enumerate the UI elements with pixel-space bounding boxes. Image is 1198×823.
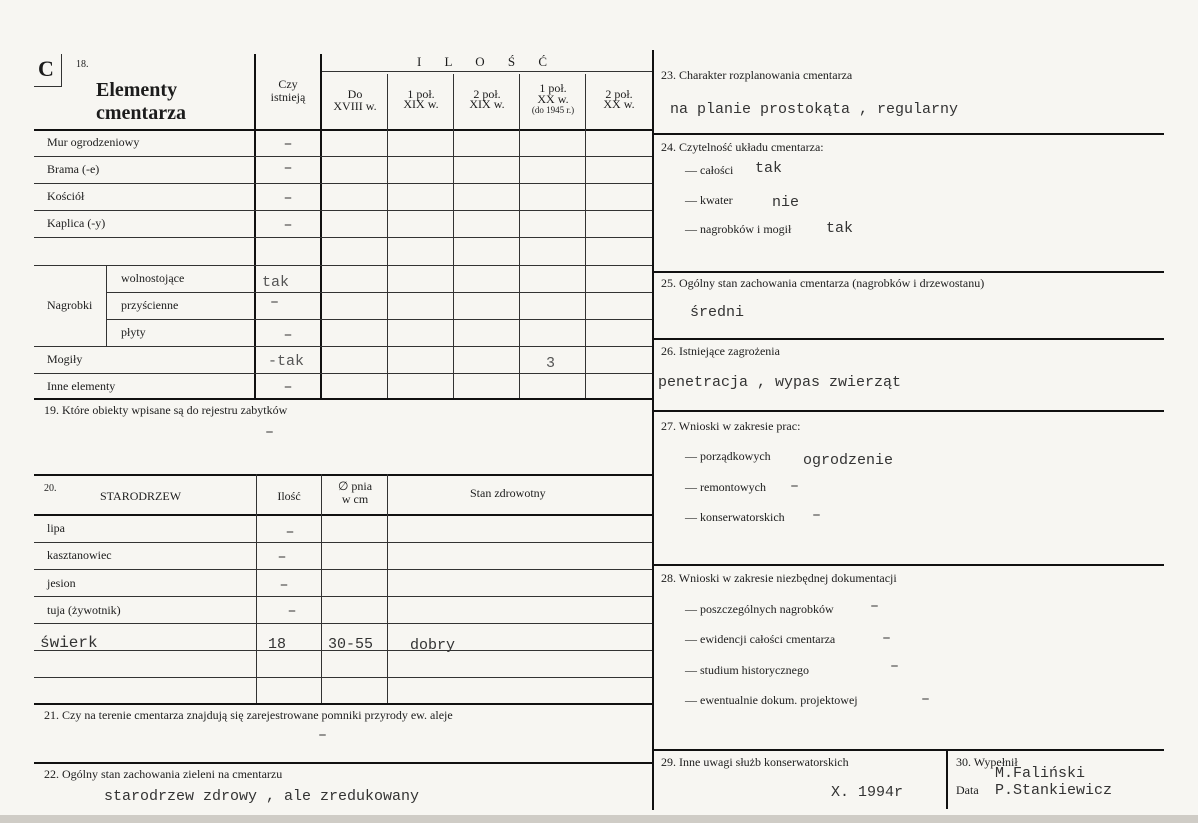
row-exists-kosciol: – [283,190,293,207]
s18-col-divider-4 [585,74,586,398]
s21-value: – [318,727,328,744]
s20-bottom-rule [34,703,652,705]
s24-item-label-kwater: — kwater [685,193,733,207]
s27-item-value-konserwatorskich: – [812,507,822,524]
s19-value: – [265,424,275,441]
section-letter: C [38,56,54,81]
row-exists-inne: – [283,379,293,396]
tree-qty-swierk: 18 [268,636,287,653]
s23-bottom-rule [654,133,1164,135]
tree-qty-jesion: – [279,577,289,594]
row-label-wolnostojace: wolnostojące [121,271,185,285]
s18-col-divider-1 [387,74,388,398]
s18-number: 18. [76,59,89,70]
s28-label: 28. Wnioski w zakresie niezbędnej dokumentacji [661,571,897,585]
tree-diameter-swierk: 30-55 [328,636,374,653]
col-header-2-line2: XIX w. [469,97,505,111]
s24-item-value-nagrobkow: tak [826,220,854,237]
row-rule [106,292,652,293]
s26-value: penetracja , wypas zwierząt [658,374,902,391]
s18-header-bottom-rule [34,129,652,131]
col-header-3-line2: XX w. [537,92,569,106]
row-rule [106,319,652,320]
s27-item-label-remontowych: — remontowych [685,480,766,494]
section-letter-divider [61,54,62,86]
row-exists-plyty: – [283,327,293,344]
tree-state-swierk: dobry [410,637,456,654]
s24-label: 24. Czytelność układu cmentarza: [661,140,824,154]
s20-head-state: Stan zdrowotny [470,486,546,500]
s27-item-value-remontowych: – [790,478,800,495]
s25-bottom-rule [654,338,1164,340]
row-label-mogily: Mogiły [47,352,83,366]
tree-qty-tuja: – [287,603,297,620]
col-header-3-line3: (do 1945 r.) [531,105,575,115]
s24-item-label-calosci: — całości [685,163,734,177]
s18-title-line2: cmentarza [96,102,186,124]
s21-bottom-rule [34,762,652,764]
s22-value: starodrzew zdrowy , ale zredukowany [104,788,420,805]
s20-head-name: STARODRZEW [100,489,182,503]
qty-header: I L O Ś Ć [416,54,558,69]
s20-col-divider-3 [387,474,388,704]
col-header-0-line1: Do [347,87,363,101]
row-label-nagrobki: Nagrobki [47,298,93,312]
row-exists-przyscienne: – [270,294,280,311]
row-exists-mogily: -tak [268,353,305,370]
row-rule [34,373,652,374]
row-label-przyscienne: przyścienne [121,298,179,312]
s26-label: 26. Istniejące zagrożenia [661,344,780,358]
row-rule [34,183,652,184]
s18-col-divider-2 [453,74,454,398]
s28-item-value-projektowej: – [921,691,931,708]
s22-label: 22. Ogólny stan zachowania zieleni na cmentarzu [44,767,283,781]
s27-label: 27. Wnioski w zakresie prac: [661,419,801,433]
s24-item-value-kwater: nie [772,194,800,211]
tree-name-jesion: jesion [47,576,76,590]
tree-qty-lipa: – [285,524,295,541]
row-label-kaplica: Kaplica (-y) [47,216,106,230]
row-exists-kaplica: – [283,217,293,234]
s27-item-value-porzadkowych: ogrodzenie [803,452,894,469]
s24-item-label-nagrobkow: — nagrobków i mogił [685,222,792,236]
s20-head-diameter-line1: ∅ pnia [337,479,373,493]
s27-bottom-rule [654,564,1164,566]
tree-name-tuja: tuja (żywotnik) [47,603,121,617]
s23-value: na planie prostokąta , regularny [670,101,959,118]
col-header-1-line2: XIX w. [403,97,439,111]
row-exists-mur: – [283,136,293,153]
s28-item-value-nagrobkow: – [870,598,880,615]
s30-filled-by: M.Faliński [995,765,1086,782]
s18-bottom-rule [34,398,652,400]
col-exists-line1: Czy [278,77,298,91]
s20-col-divider-2 [321,474,322,704]
s30-label: 30. Wypełnił [956,755,1018,769]
s20-row-rule [34,542,652,543]
s21-label: 21. Czy na terenie cmentarza znajdują się zarejestrowane pomniki przyrody ew. aleje [44,708,453,722]
page-center-divider [652,50,654,810]
row-rule [34,210,652,211]
s24-item-value-calosci: tak [755,160,783,177]
s24-bottom-rule [654,271,1164,273]
s28-item-value-studium: – [890,658,900,675]
s27-item-label-konserwatorskich: — konserwatorskich [685,510,785,524]
row-rule [34,265,652,266]
col-header-3-line1: 1 poł. [539,81,567,95]
s25-value: średni [690,304,745,321]
nagrobki-subdivider [106,266,107,347]
s20-head-diameter-line2: w cm [341,492,369,506]
col-header-4-line2: XX w. [603,97,635,111]
row-rule [34,346,652,347]
s20-number: 20. [44,483,57,494]
s25-label: 25. Ogólny stan zachowania cmentarza (nagrobków i drzewostanu) [661,276,985,290]
col-header-0-line2: XVIII w. [333,99,377,113]
s30-second-name: P.Stankiewicz [995,782,1113,799]
row-label-brama: Brama (-e) [47,162,100,176]
s18-col-divider-3 [519,74,520,398]
s20-head-qty: Ilość [277,489,301,503]
col-header-4-line1: 2 poł. [605,87,633,101]
col-exists-line2: istnieją [270,90,306,104]
s20-top-rule [34,474,652,476]
s19-label: 19. Które obiekty wpisane są do rejestru zabytków [44,403,288,417]
row-label-plyty: płyty [121,325,146,339]
row-exists-wolnostojace: tak [262,274,290,291]
s20-row-rule [34,623,652,624]
tree-name-swierk: świerk [40,634,98,652]
s29-label: 29. Inne uwagi służb konserwatorskich [661,755,849,769]
s29-value: X. 1994r [831,784,904,801]
row-label-inne: Inne elementy [47,379,116,393]
tree-name-lipa: lipa [47,521,65,535]
s27-item-label-porzadkowych: — porządkowych [685,449,771,463]
s29-s30-divider [946,751,948,809]
tree-name-kasztanowiec: kasztanowiec [47,548,112,562]
s28-item-label-projektowej: — ewentualnie dokum. projektowej [685,693,858,707]
col-header-1-line1: 1 poł. [407,87,435,101]
col-header-2-line1: 2 poł. [473,87,501,101]
tree-qty-kasztanowiec: – [277,549,287,566]
qty-header-rule [322,71,652,72]
row-rule [34,156,652,157]
s20-header-bottom-rule [34,514,652,516]
row-qty-mogily-1pol-xx: 3 [546,355,556,372]
s28-item-label-nagrobkow: — poszczególnych nagrobków [685,602,834,616]
s28-item-label-studium: — studium historycznego [685,663,809,677]
row-label-kosciol: Kościół [47,189,85,203]
s28-item-label-ewidencji: — ewidencji całości cmentarza [685,632,836,646]
s30-date-label: Data [956,783,979,797]
s23-label: 23. Charakter rozplanowania cmentarza [661,68,853,82]
s26-bottom-rule [654,410,1164,412]
s20-row-rule [34,569,652,570]
s18-title-line1: Elementy [96,79,178,101]
s20-row-rule [34,596,652,597]
row-label-mur: Mur ogrodzeniowy [47,135,140,149]
row-rule [34,237,652,238]
s20-row-rule [34,677,652,678]
row-exists-brama: – [283,160,293,177]
s28-item-value-ewidencji: – [882,630,892,647]
section-letter-underline [34,86,62,87]
s28-bottom-rule [654,749,1164,751]
